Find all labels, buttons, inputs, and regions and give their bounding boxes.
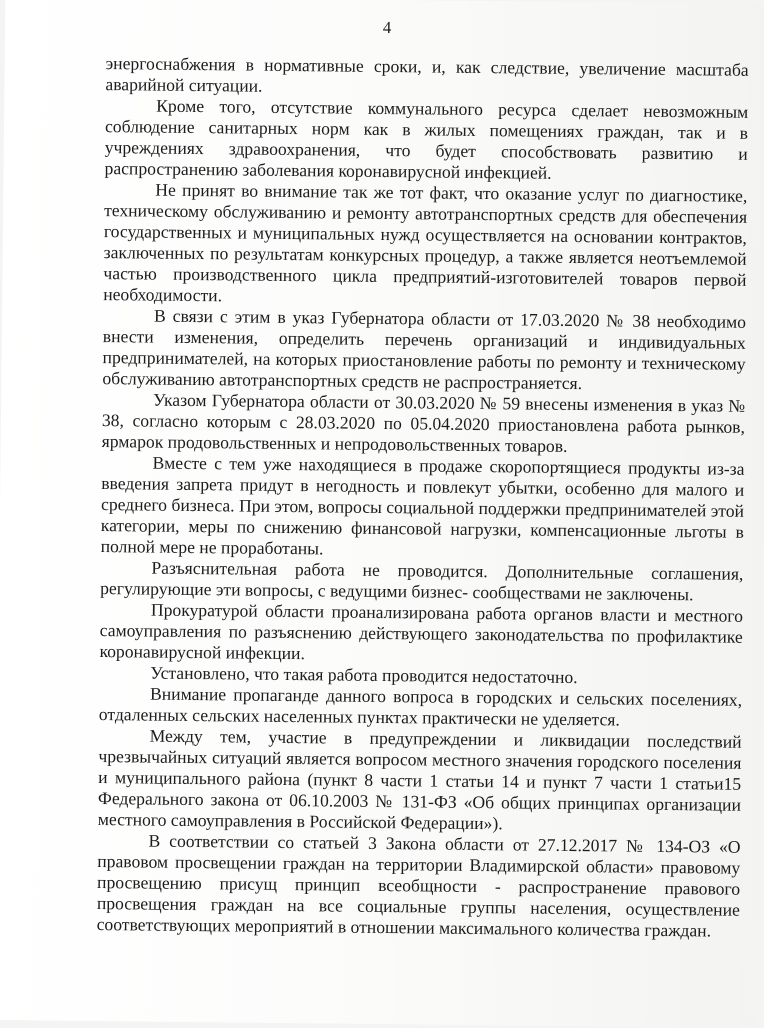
document-body — [97, 53, 749, 942]
paragraph: Прокуратурой области проанализирована работа органов власти и местного самоуправления по разъяснению действующего законодательства по профилактике коронавирусной инфекции. — [99, 599, 744, 664]
paragraph: Вместе с тем уже находящиеся в продаже скоропортящиеся продукты из-за введения запрета придут в негодность и повлекут убытки, особенно для малого и среднего бизнеса. При этом, вопросы социальной поддержки предпринимателей этой категории, меры по снижению финансовой нагрузки, компенсационные льготы в полной мере не проработаны. — [100, 452, 745, 559]
paragraph: Указом Губернатора области от 30.03.2020 № 59 внесены изменения в указ № 38, согласно которым с 28.03.2020 по 05.04.2020 приостановлена работа рынков, ярмарок продовольственных и непродовольственных товаров. — [101, 389, 746, 456]
paragraph: Внимание пропаганде данного вопроса в городских и сельских поселениях, отдаленных сельских населенных пунктах практически не уделяется. — [98, 683, 743, 730]
paragraph: В соответствии со статьей 3 Закона области от 27.12.2017 № 134-ОЗ «О правовом просвещении граждан на территории Владимирской области» правовому просвещению присущ принцип всеобщности - распространение правового просвещения граждан на все социальные группы населения, осуществление соответствующих мероприятий в отношении максимального количества граждан. — [96, 830, 741, 941]
paragraph: Кроме того, отсутствие коммунального ресурса сделает невозможным соблюдение санитарных норм как в жилых помещениях граждан, так и в учреждениях здравоохранения, что будет способствовать развитию и распространению заболевания коронавирусной инфекцией. — [104, 95, 749, 183]
paragraph: Разъяснительная работа не проводится. Дополнительные соглашения, регулирующие эти вопросы, с ведущими бизнес- сообществами не заключены. — [100, 557, 744, 605]
page-number: 4 — [382, 17, 392, 38]
paragraph: В связи с этим в указ Губернатора области от 17.03.2020 № 38 необходимо внести изменения, определить перечень организаций и индивидуальных предпринимателей, на которых приостановление работы по ремонту и техническому обслуживанию автотранспортных средств не распространяется. — [102, 305, 747, 394]
paragraph: Не принят во внимание так же тот факт, что оказание услуг по диагностике, техническому обслуживанию и ремонту автотранспортных средств для обеспечения государственных и муниципальных нужд осуществляется на основании контрактов, заключенных по результатам конкурсных процедур, а также является неотъемлемой частью производственного цикла предприятий-изготовителей товаров первой необходимости. — [103, 179, 748, 306]
paragraph: Установлено, что такая работа проводится недостаточно. — [150, 662, 578, 688]
paragraph-continuation: энергоснабжения в нормативные сроки, и, как следствие, увеличение масштаба аварийной ситуации. — [105, 53, 749, 96]
paragraph: Между тем, участие в предупреждении и ликвидации последствий чрезвычайных ситуаций является вопросом местного значения городского поселения и муниципального района (пункт 8 части 1 статьи 14 и пункт 7 части 1 статьи15 Федерального закона от 06.10.2003 № 131-ФЗ «Об общих принципах организации местного самоуправления в Российской Федерации»). — [97, 725, 742, 834]
